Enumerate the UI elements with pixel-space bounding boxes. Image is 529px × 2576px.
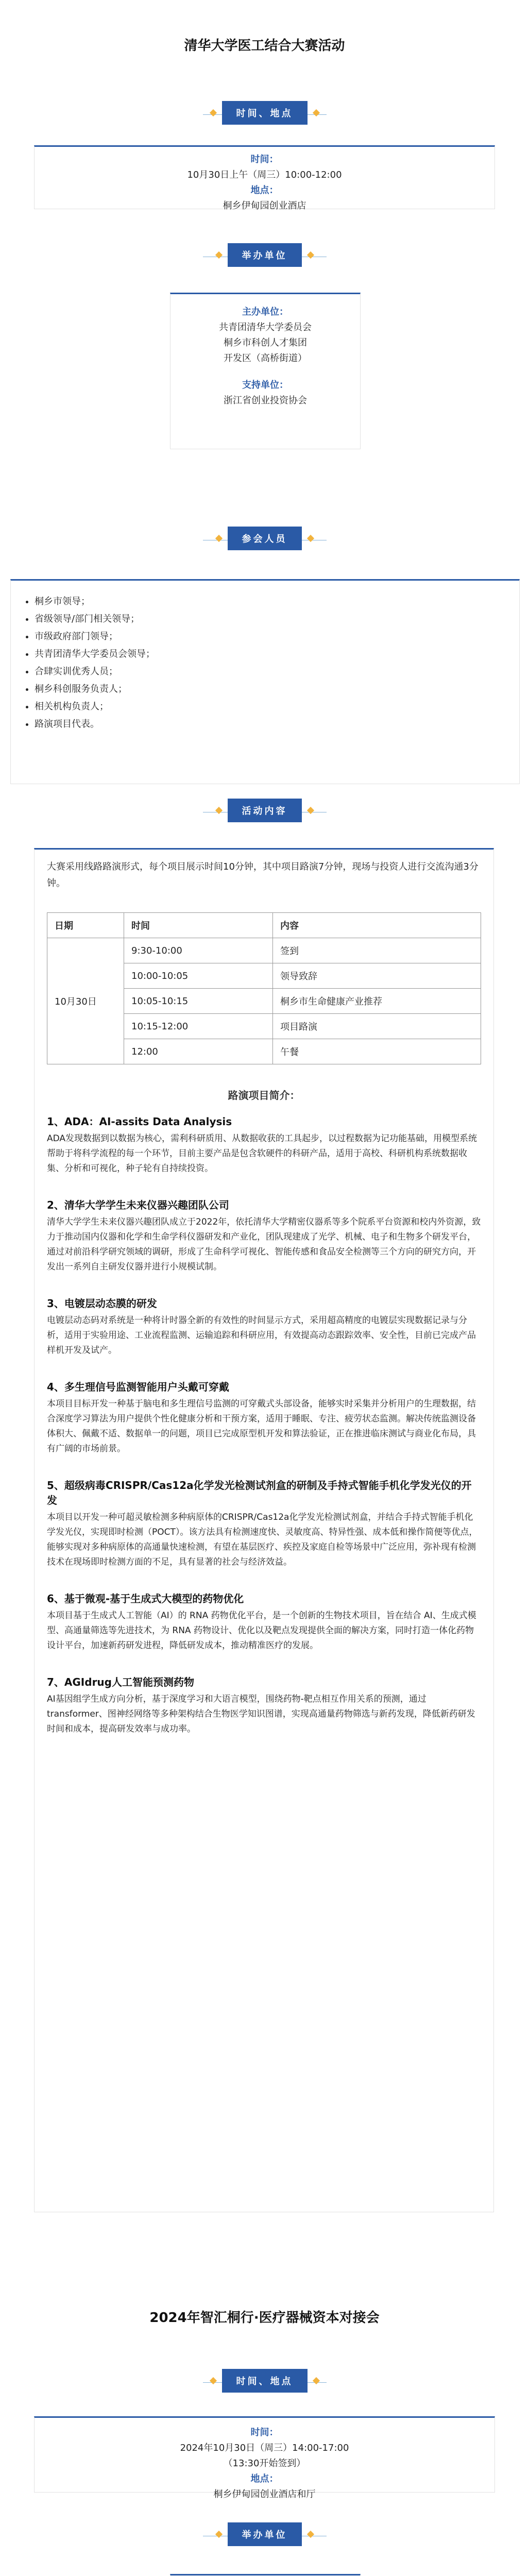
- place-label: 地点：: [250, 185, 279, 196]
- project-body: 本项目基于生成式人工智能（AI）的 RNA 药物优化平台，是一个创新的生物技术项目，旨在结合 AI、生成式模型、高通量筛选等先进技术，为 RNA 药物设计、优化以及靶点发现提供全面的解决方案，同时打造一体化药物设计平台，加速新药研发进程，降低研发成本，推动精准医疗的发展。: [47, 1611, 476, 1651]
- table-cell: 领导致辞: [273, 963, 481, 989]
- project-body: 电镀层动态码对系统是一种将计时器全新的有效性的时间显示方式，采用超高精度的电镀层实现数据记录与分析，适用于实验用途、工业流程监测、运输追踪和科研应用，有效提高动态跟踪效率、安全性，目前已完成产品样机开发及试产。: [47, 1315, 476, 1355]
- participant-item: • 相关机构负责人；: [35, 698, 519, 716]
- participant-item: • 桐乡科创服务负责人；: [35, 681, 519, 698]
- badge-label: 时间、地点: [222, 101, 308, 125]
- host-label: 主办单位：: [242, 307, 288, 317]
- participant-item: • 共青团清华大学委员会领导；: [35, 646, 519, 663]
- participant-item: • 市级政府部门领导；: [35, 628, 519, 646]
- badge-label: 活动内容: [228, 799, 302, 822]
- support-label: 支持单位：: [242, 380, 288, 391]
- project-item: [47, 1113, 481, 1176]
- project-title: 6、基于微观-基于生成式大模型的药物优化: [47, 1592, 244, 1605]
- project-item: [47, 1674, 481, 1737]
- project-title: 1、ADA：AI-assits Data Analysis: [47, 1115, 232, 1128]
- project-title: 7、AGIdrug人工智能预测药物: [47, 1676, 194, 1688]
- table-cell-date: 10月30日: [47, 938, 124, 1064]
- place-label: 地点：: [250, 2473, 279, 2484]
- participant-item: • 路演项目代表。: [35, 716, 519, 733]
- project-title: 4、多生理信号监测智能用户头戴可穿戴: [47, 1381, 229, 1393]
- table-header-row: [47, 913, 481, 938]
- participant-item: • 合肆实训优秀人员；: [35, 663, 519, 681]
- time-label: 时间：: [250, 154, 279, 165]
- support-value: 浙江省创业投资协会: [224, 395, 307, 406]
- project-title: 5、超级病毒CRISPR/Cas12a化学发光检测试剂盒的研制及手持式智能手机化学发光仪的开发: [47, 1479, 472, 1506]
- table-header: 时间: [124, 913, 273, 938]
- event2-time-card: [34, 2416, 495, 2500]
- project-item: [47, 1295, 481, 1358]
- time-sub: （13:30开始签到）: [223, 2458, 306, 2469]
- project-body: ADA发现数据到以数据为核心，需利科研质用、从数据收获的工具起步，以过程数据为记功能基础，用模型系统帮助于将科学流程的每一个环节，目前主要产品是包含软硬件的科研产品，适用于高校、科研机构系统数据收集、分析和可视化，种子轮有自持续投资。: [47, 1133, 477, 1174]
- table-cell: 9:30-10:00: [124, 938, 273, 963]
- badge-label: 举办单位: [228, 2522, 302, 2546]
- table-header: 内容: [273, 913, 481, 938]
- badge-label: 参会人员: [228, 527, 302, 550]
- event2-organizer-card: [170, 2574, 361, 2576]
- project-body: 本项目以开发一种可超灵敏检测多种病原体的CRISPR/Cas12a化学发光检测试剂盒，并结合手持式智能手机化学发光仪，实现即时检测（POCT）。该方法具有检测速度快、灵敏度高、特异性强、成本低和操作简便等优点，能够实现对多种病原体的高通量快速检测，有望在基层医疗、疾控及家庭自检等场景中广泛应用，弥补现有检测技术在现场即时检测方面的不足，具有显著的社会与经济效益。: [47, 1512, 478, 1567]
- project-item: [47, 1379, 481, 1456]
- place-value: 桐乡伊甸园创业酒店: [223, 200, 306, 211]
- projects-heading: 路演项目简介：: [228, 1089, 300, 1101]
- project-body: 本项目目标开发一种基于脑电和多生理信号监测的可穿戴式头部设备，能够实时采集并分析用户的生理数据，结合深度学习算法为用户提供个性化健康分析和干预方案，适用于睡眠、专注、疲劳状态监测。解决传统监测设备体积大、佩戴不适、数据单一的问题，项目已完成原型机开发和算法验证，正在推进临床测试与商业化布局，具有广阔的市场前景。: [47, 1399, 476, 1454]
- event1-flow-card: [34, 848, 494, 2212]
- table-row: [47, 938, 481, 963]
- project-item: [47, 1590, 481, 1653]
- project-title: 3、电镀层动态膜的研发: [47, 1297, 157, 1310]
- table-cell: 10:15-12:00: [124, 1014, 273, 1039]
- project-body: 清华大学学生未来仪器兴趣团队成立于2022年，依托清华大学精密仪器系等多个院系平台资源和校内外资源，致力于推动国内仪器和化学和生命学科仪器研发和产业化，团队现建成了光学、机械、电子和生物多个研发平台，通过对前沿科学研究领域的调研，形成了生命科学可视化、智能传感和食品安全检测等三个方向的研究方向，开发出一系列自主研发仪器并进行小规模试制。: [47, 1217, 481, 1272]
- event2-organizer-badge: [0, 2522, 529, 2549]
- table-cell: 项目路演: [273, 1014, 481, 1039]
- badge-label: 时间、地点: [222, 2369, 308, 2393]
- table-header: 日期: [47, 913, 124, 938]
- event1-flow-badge: [0, 799, 529, 825]
- participant-item: • 省级领导/部门相关领导；: [35, 611, 519, 628]
- flow-intro: 大赛采用线路路演形式，每个项目展示时间10分钟，其中项目路演7分钟，现场与投资人进行交流沟通3分钟。: [47, 861, 479, 889]
- event2-time-badge: [0, 2369, 529, 2396]
- time-value: 2024年10月30日（周三）14:00-17:00: [180, 2443, 349, 2453]
- event1-organizer-badge: [0, 243, 529, 270]
- time-value: 10月30日上午（周三）10:00-12:00: [187, 170, 342, 180]
- table-cell: 10:05-10:15: [124, 989, 273, 1014]
- table-cell: 午餐: [273, 1039, 481, 1064]
- table-cell: 12:00: [124, 1039, 273, 1064]
- host-item: 开发区（高桥街道）: [224, 353, 307, 364]
- event1-organizer-card: [170, 293, 361, 449]
- participant-item: • 桐乡市领导；: [35, 593, 519, 611]
- event1-participants-badge: [0, 527, 529, 553]
- event1-title: 清华大学医工结合大赛活动: [184, 38, 345, 54]
- table-cell: 10:00-10:05: [124, 963, 273, 989]
- place-value: 桐乡伊甸园创业酒店和厅: [213, 2489, 316, 2500]
- badge-label: 举办单位: [228, 243, 302, 267]
- event1-time-badge: [0, 101, 529, 128]
- table-cell: 签到: [273, 938, 481, 963]
- project-item: [47, 1477, 481, 1570]
- event1-participants-card: [10, 579, 520, 784]
- event1-time-card: [34, 145, 495, 209]
- project-title: 2、清华大学学生未来仪器兴趣团队公司: [47, 1199, 229, 1211]
- host-item: 共青团清华大学委员会: [219, 322, 312, 333]
- project-item: [47, 1197, 481, 1275]
- host-item: 桐乡市科创人才集团: [224, 337, 307, 348]
- agenda-table: [47, 912, 481, 1064]
- time-label: 时间：: [250, 2427, 279, 2438]
- table-cell: 桐乡市生命健康产业推荐: [273, 989, 481, 1014]
- project-body: AI基因组学生成方向分析，基于深度学习和大语言模型，围绕药物-靶点相互作用关系的预测，通过transformer、图神经网络等多种架构结合生物医学知识图谱，实现高通量药物筛选与新药发现，降低新药研发时间和成本，提高研发效率与成功率。: [47, 1694, 475, 1734]
- event2-title: 2024年智汇桐行·医疗器械资本对接会: [149, 2310, 380, 2326]
